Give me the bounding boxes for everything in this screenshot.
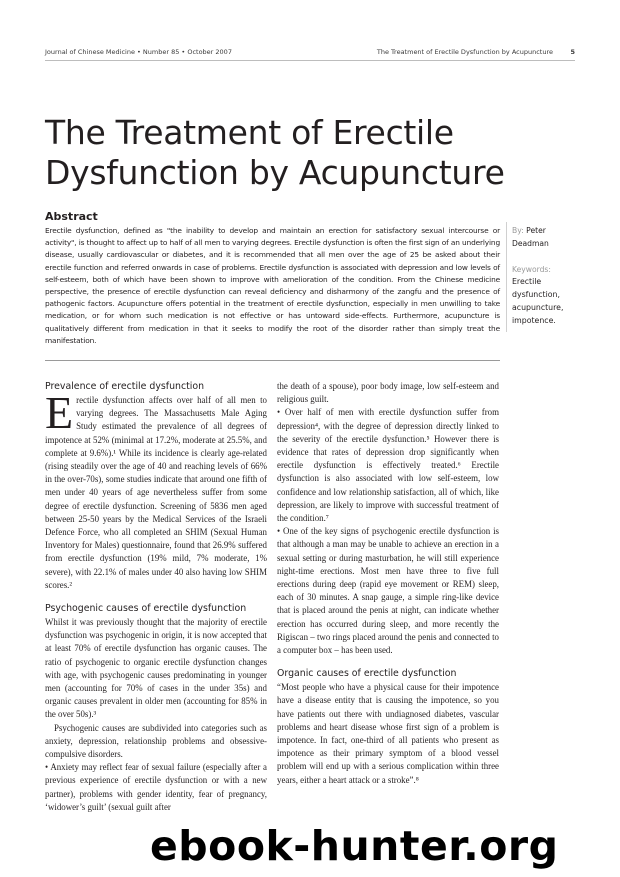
keyword: acupuncture, xyxy=(512,302,564,312)
paragraph-prevalence xyxy=(45,387,267,592)
column-left xyxy=(45,380,267,814)
column-right xyxy=(277,380,499,787)
drop-cap: E xyxy=(45,387,74,438)
keyword: Erectile xyxy=(512,277,542,287)
byline xyxy=(512,225,587,238)
running-title: The Treatment of Erectile Dysfunction by Acupuncture xyxy=(376,48,553,56)
abstract-rule xyxy=(45,360,500,361)
author-first: Peter xyxy=(526,226,546,235)
keywords-label: Keywords: xyxy=(512,264,551,274)
bullet-depression: • Over half of men with erectile dysfunction suffer from depression⁴, with the degree of depression directly linked to the severity of the erectile dysfunction.⁵ However there is evidence that rates of depression drop significantly when erectile dysfunction is effectively treated.⁶ Erectile dysfunction is also associated with low self-esteem, low confidence and low relationship satisfaction, all of which, like depression, are likely to improve with successful treatment of the condition.⁷ xyxy=(277,407,499,524)
title-line-1: The Treatment of Erectile xyxy=(45,113,454,152)
paragraph-psychogenic-2: Psychogenic causes are subdivided into categories such as anxiety, depression, relationship problems and obsessive-compulsive disorders. xyxy=(45,722,267,760)
header-rule xyxy=(45,60,575,61)
section-heading-prevalence: Prevalence of erectile dysfunction xyxy=(45,381,205,392)
bullet-night-erections: • One of the key signs of psychogenic erectile dysfunction is that although a man may be unable to achieve an erection in a sexual setting or during masturbation, he will still experience night-time erections. Most men have three to five full erections during deep (rapid eye movement or REM) sleep, each of 30 minutes. A snap gauge, a simple ring-like device that is placed around the penis at night, can indicate whether erection has occurred during sleep, and more recently the Rigiscan – two rings placed around the penis and connected to a computer box – has been used. xyxy=(277,526,499,656)
section-heading-organic: Organic causes of erectile dysfunction xyxy=(277,668,457,680)
running-header xyxy=(45,48,575,60)
keyword: dysfunction, xyxy=(512,290,560,300)
sidebar xyxy=(512,225,587,328)
title-line-2: Dysfunction by Acupuncture xyxy=(45,153,505,192)
journal-info: Journal of Chinese Medicine • Number 85 • October 2007 xyxy=(45,48,232,56)
paragraph-organic: “Most people who have a physical cause for their impotence have a disease entity that is causing the impotence, so you have patients out there with undiagnosed diabetes, vascular problems and heart disease whose first sign of a problem is impotence. In fact, one-third of all patients who present as impotence as their primary symptom of a blood vessel problem will end up with a serious complication within three years, either a heart attack or a stroke”.⁸ xyxy=(277,682,499,785)
author-last: Deadman xyxy=(512,238,549,248)
keyword: impotence. xyxy=(512,315,556,325)
watermark: ebook-hunter.org xyxy=(150,822,559,870)
sidebar-divider xyxy=(506,222,507,332)
article-title xyxy=(45,113,565,193)
section-heading-psychogenic: Psychogenic causes of erectile dysfunction xyxy=(45,603,247,615)
paragraph-continued: the death of a spouse), poor body image, low self-esteem and religious guilt. xyxy=(277,381,499,405)
page-number: 5 xyxy=(570,48,575,56)
abstract-heading: Abstract xyxy=(45,210,98,223)
by-label: By: xyxy=(512,226,524,235)
bullet-anxiety: • Anxiety may reflect fear of sexual failure (especially after a previous experience of erectile dysfunction or with a new partner), problems with gender identity, fear of pregnancy, ‘widower’s guilt’ (sexual guilt after xyxy=(45,762,267,812)
paragraph-psychogenic-1: Whilst it was previously thought that the majority of erectile dysfunction was psychogenic in origin, it is now accepted that at least 70% of erectile dysfunction has organic causes. The ratio of psychogenic to organic erectile dysfunction changes with age, with psychogenic causes predominating in younger men (accounting for 70% of cases in the under 35s) and organic causes prevalent in older men (accounting for 85% in the over 50s).³ xyxy=(45,617,267,720)
paragraph-text: rectile dysfunction affects over half of all men to varying degrees. The Massachusetts Male Aging Study estimated the prevalence of all degrees of impotence at 52% (minimal at 17.2%, moderate at 25.5%, and complete at 9.6%).¹ While its incidence is clearly age-related (rising steadily over the age of 40 and reaching levels of 66% in the over-70s), some studies indicate that around one fifth of men under 40 years of age nevertheless suffer from some degree of erectile dysfunction. Screening of 5836 men aged between 25-50 years by the Medical Services of the Israeli Defence Force, who all completed an SHIM (Sexual Human Inventory for Males) questionnaire, found that 26.9% suffered from erectile dysfunction (19% mild, 7% moderate, 1% severe), with 22.1% of males under 40 also having low SHIM scores.² xyxy=(45,395,267,590)
abstract-text: Erectile dysfunction, defined as "the inability to develop and maintain an erection for satisfactory sexual intercourse or activity", is thought to affect up to half of all men to varying degrees. Erectile dysfunction is often the first sign of an underlying disease, usually cardiovascular or diabetes, and it is recommended that all men over the age of 25 be asked about their erectile function and referred onwards in case of problems. Erectile dysfunction is associated with depression and low levels of self-esteem, both of which have been shown to improve with amelioration of the condition. From the Chinese medicine perspective, the presence of erectile dysfunction can reveal deficiency and disharmony of the zangfu and the presence of pathogenic factors. Acupuncture offers potential in the treatment of erectile dysfunction, especially in men unwilling to take medication, or for whom such medication is not effective or has untoward side-effects. Furthermore, acupuncture is qualitatively different from medication in that it seeks to modify the root of the disorder rather than simply treat the manifestation. xyxy=(45,226,500,345)
